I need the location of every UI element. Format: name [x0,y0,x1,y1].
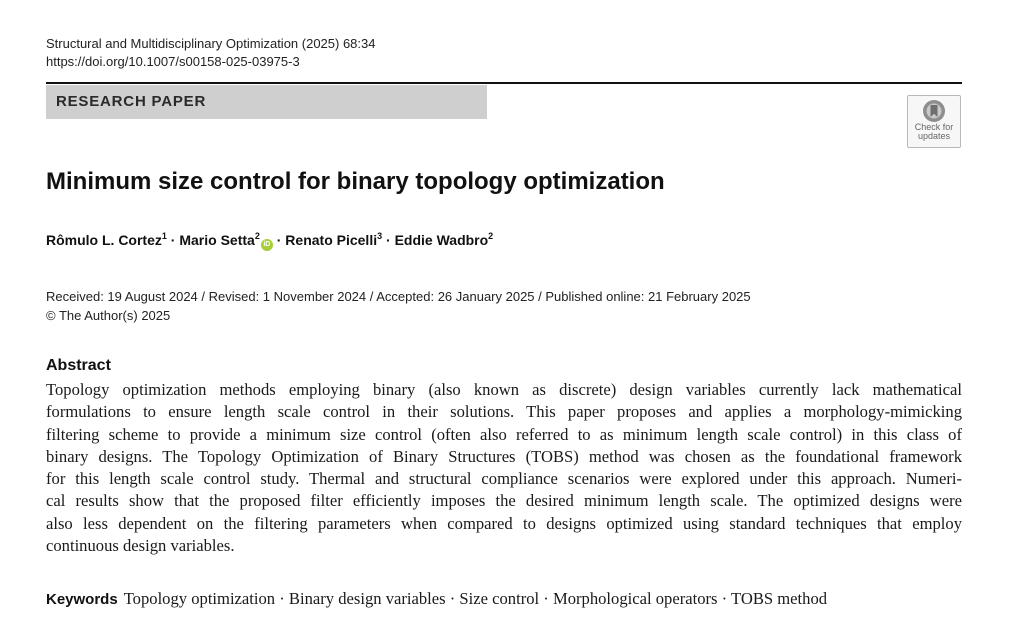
keywords-heading: Keywords [46,591,118,608]
abstract-line: continuous design variables. [46,536,235,556]
abstract-line: also less dependent on the filtering parameters when compared to designs optimized using standard techniques that employ [46,513,962,533]
bookmark-circle-icon [922,99,946,123]
author-separator: · [272,232,286,248]
author-affiliation: 2 [488,231,494,241]
article-type-banner [46,85,487,119]
abstract-line: for this length scale control study. Thermal and structural compliance scenarios were explored under this approach. Numeri- [46,469,962,489]
author-name[interactable]: Rômulo L. Cortez [46,232,162,248]
abstract-line: formulations to ensure length scale control in their solutions. This paper proposes and applies a morphology-mimicking [46,402,962,422]
journal-header [46,35,376,71]
abstract-body [46,379,962,557]
doi-link[interactable]: https://doi.org/10.1007/s00158-025-03975-3 [46,54,300,69]
keywords-list: Topology optimization · Binary design variables · Size control · Morphological operators · TOBS method [123,589,828,608]
author-name[interactable]: Mario Setta [179,232,255,248]
abstract-heading: Abstract [46,357,111,374]
author-name[interactable]: Eddie Wadbro [394,232,489,248]
check-for-updates-button[interactable] [907,95,961,148]
abstract-line: binary designs. The Topology Optimization of Binary Structures (TOBS) method was chosen as the foundational framework [46,446,962,466]
check-label-line1: Check for [914,122,954,132]
keywords-section [46,589,827,609]
orcid-icon[interactable]: iD [261,239,273,251]
header-rule [46,82,962,84]
abstract-line: Topology optimization methods employing binary (also known as discrete) design variables currently lack mathematical [46,380,962,399]
author-separator: · [166,232,180,248]
author-list [46,231,493,251]
article-type-label: RESEARCH PAPER [56,93,207,110]
journal-citation: Structural and Multidisciplinary Optimization (2025) 68:34 [46,36,376,51]
paper-title: Minimum size control for binary topology optimization [46,168,665,195]
abstract-line: filtering scheme to provide a minimum size control (often also referred to as minimum length scale control) in this class of [46,424,962,444]
author-affiliation: 2 [254,231,260,241]
author-affiliation: 1 [161,231,167,241]
copyright-notice: © The Author(s) 2025 [46,308,171,323]
check-label-line2: updates [917,131,951,141]
author-affiliation: 3 [377,231,383,241]
author-name[interactable]: Renato Picelli [285,232,378,248]
publication-dates [46,287,751,325]
author-separator: · [382,232,395,248]
date-history: Received: 19 August 2024 / Revised: 1 November 2024 / Accepted: 26 January 2025 / Published online: 21 February 2025 [46,289,751,304]
abstract-line: cal results show that the proposed filter efficiently imposes the desired minimum length scale. The optimized designs were [46,491,962,511]
